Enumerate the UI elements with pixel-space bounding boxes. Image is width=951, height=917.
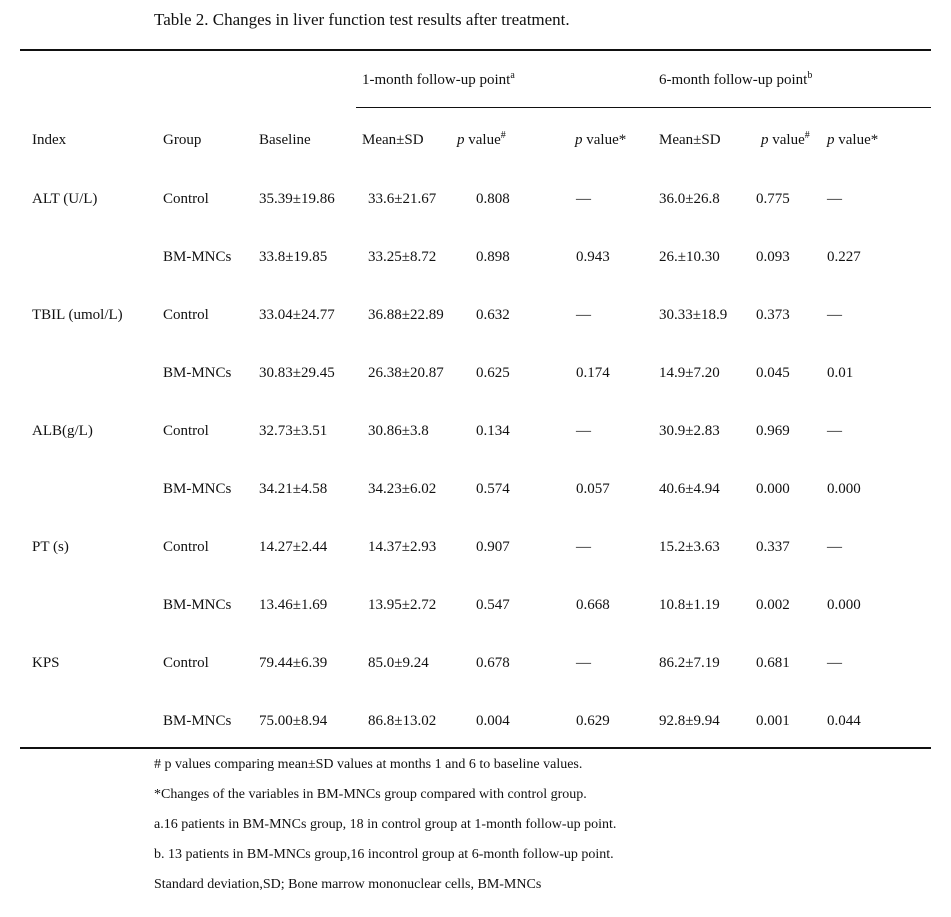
cell-baseline: 35.39±19.86 (259, 191, 335, 207)
cell-m1-p-value: 0.547 (476, 597, 510, 613)
cell-m1-mean-sd: 33.6±21.67 (368, 191, 437, 207)
cell-m1-p-value-star: 0.057 (576, 481, 610, 497)
table-bottom-rule (20, 747, 931, 749)
cell-group: BM-MNCs (163, 597, 232, 613)
cell-m1-p-value: 0.898 (476, 249, 510, 265)
cell-m1-mean-sd: 26.38±20.87 (368, 365, 444, 381)
cell-index: PT (s) (32, 539, 69, 555)
cell-m6-p-value: 0.969 (756, 423, 790, 439)
header-baseline: Baseline (259, 132, 311, 148)
cell-m6-mean-sd: 30.9±2.83 (659, 423, 720, 439)
cell-m6-p-value-star: — (827, 423, 842, 439)
cell-m6-mean-sd: 10.8±1.19 (659, 597, 720, 613)
cell-m6-p-value: 0.681 (756, 655, 790, 671)
cell-m1-p-value-star: — (576, 423, 591, 439)
footnote-a: a.16 patients in BM-MNCs group, 18 in control group at 1-month follow-up point. (154, 817, 617, 832)
cell-m1-p-value: 0.808 (476, 191, 510, 207)
cell-m6-p-value: 0.001 (756, 713, 790, 729)
cell-baseline: 30.83±29.45 (259, 365, 335, 381)
cell-m6-p-value: 0.045 (756, 365, 790, 381)
group2-underline (650, 107, 931, 108)
cell-m1-mean-sd: 36.88±22.89 (368, 307, 444, 323)
cell-m6-p-value: 0.000 (756, 481, 790, 497)
cell-m6-p-value-star: 0.01 (827, 365, 854, 381)
cell-m1-mean-sd: 13.95±2.72 (368, 597, 437, 613)
cell-m6-p-value-star: 0.227 (827, 249, 861, 265)
cell-index: TBIL (umol/L) (32, 307, 123, 323)
cell-m1-p-value-star: — (576, 307, 591, 323)
cell-group: BM-MNCs (163, 249, 232, 265)
cell-m6-p-value: 0.093 (756, 249, 790, 265)
cell-group: Control (163, 191, 209, 207)
cell-index: KPS (32, 655, 60, 671)
cell-m1-mean-sd: 30.86±3.8 (368, 423, 429, 439)
cell-m1-p-value: 0.134 (476, 423, 510, 439)
footnote-b: b. 13 patients in BM-MNCs group,16 incontrol group at 6-month follow-up point. (154, 847, 614, 862)
cell-m1-p-value-star: 0.943 (576, 249, 610, 265)
cell-m6-mean-sd: 30.33±18.9 (659, 307, 728, 323)
header-m6-mean-sd: Mean±SD (659, 132, 721, 148)
cell-m6-p-value: 0.002 (756, 597, 790, 613)
footnote-star: *Changes of the variables in BM-MNCs group compared with control group. (154, 787, 587, 802)
cell-m6-p-value-star: — (827, 539, 842, 555)
cell-m1-p-value-star: — (576, 191, 591, 207)
cell-m1-p-value-star: 0.174 (576, 365, 610, 381)
footnote-abbreviations: Standard deviation,SD; Bone marrow mononuclear cells, BM-MNCs (154, 877, 542, 892)
table-caption: Table 2. Changes in liver function test results after treatment. (154, 10, 570, 29)
cell-m1-p-value-star: 0.629 (576, 713, 610, 729)
cell-baseline: 33.04±24.77 (259, 307, 335, 323)
cell-m1-mean-sd: 34.23±6.02 (368, 481, 437, 497)
cell-group: Control (163, 539, 209, 555)
cell-group: Control (163, 655, 209, 671)
cell-m6-mean-sd: 86.2±7.19 (659, 655, 720, 671)
cell-baseline: 34.21±4.58 (259, 481, 328, 497)
cell-m1-p-value-star: 0.668 (576, 597, 610, 613)
cell-m1-p-value: 0.625 (476, 365, 510, 381)
cell-m1-mean-sd: 85.0±9.24 (368, 655, 429, 671)
cell-m6-p-value: 0.337 (756, 539, 790, 555)
cell-m6-p-value-star: — (827, 307, 842, 323)
cell-baseline: 33.8±19.85 (259, 249, 328, 265)
cell-m1-mean-sd: 14.37±2.93 (368, 539, 437, 555)
header-1-month-group: 1-month follow-up point$^a$ (362, 70, 515, 88)
cell-m6-p-value-star: 0.044 (827, 713, 861, 729)
cell-group: BM-MNCs (163, 365, 232, 381)
cell-index: ALB(g/L) (32, 423, 93, 439)
cell-baseline: 13.46±1.69 (259, 597, 328, 613)
cell-m1-mean-sd: 86.8±13.02 (368, 713, 437, 729)
header-m6-p-value-star: p value* (827, 132, 879, 148)
cell-m6-p-value: 0.775 (756, 191, 790, 207)
cell-m6-mean-sd: 15.2±3.63 (659, 539, 720, 555)
cell-m1-p-value: 0.004 (476, 713, 510, 729)
cell-baseline: 14.27±2.44 (259, 539, 328, 555)
cell-m1-p-value: 0.678 (476, 655, 510, 671)
header-m1-p-value-hash: p value# (457, 130, 506, 148)
cell-m6-mean-sd: 40.6±4.94 (659, 481, 720, 497)
cell-m6-mean-sd: 92.8±9.94 (659, 713, 720, 729)
header-m6-p-value-hash: p value# (761, 130, 810, 148)
cell-m6-mean-sd: 14.9±7.20 (659, 365, 720, 381)
cell-m1-p-value-star: — (576, 655, 591, 671)
group1-underline (356, 107, 650, 108)
header-m1-mean-sd: Mean±SD (362, 132, 424, 148)
cell-baseline: 32.73±3.51 (259, 423, 328, 439)
cell-m6-mean-sd: 36.0±26.8 (659, 191, 720, 207)
cell-m6-p-value-star: 0.000 (827, 481, 861, 497)
cell-m1-p-value: 0.907 (476, 539, 510, 555)
cell-m1-p-value-star: — (576, 539, 591, 555)
cell-m6-mean-sd: 26.±10.30 (659, 249, 720, 265)
cell-baseline: 75.00±8.94 (259, 713, 328, 729)
cell-group: Control (163, 423, 209, 439)
cell-m6-p-value-star: — (827, 655, 842, 671)
cell-group: BM-MNCs (163, 481, 232, 497)
cell-group: BM-MNCs (163, 713, 232, 729)
header-index: Index (32, 132, 67, 148)
cell-m1-p-value: 0.632 (476, 307, 510, 323)
cell-m6-p-value: 0.373 (756, 307, 790, 323)
footnote-hash: # p values comparing mean±SD values at months 1 and 6 to baseline values. (154, 757, 583, 772)
cell-baseline: 79.44±6.39 (259, 655, 328, 671)
header-group: Group (163, 132, 202, 148)
header-6-month-group: 6-month follow-up point$^b$ (659, 70, 813, 88)
cell-m6-p-value-star: 0.000 (827, 597, 861, 613)
cell-group: Control (163, 307, 209, 323)
header-m1-p-value-star: p value* (575, 132, 627, 148)
cell-index: ALT (U/L) (32, 191, 98, 207)
table-top-rule (20, 49, 931, 51)
cell-m6-p-value-star: — (827, 191, 842, 207)
cell-m1-mean-sd: 33.25±8.72 (368, 249, 437, 265)
cell-m1-p-value: 0.574 (476, 481, 510, 497)
